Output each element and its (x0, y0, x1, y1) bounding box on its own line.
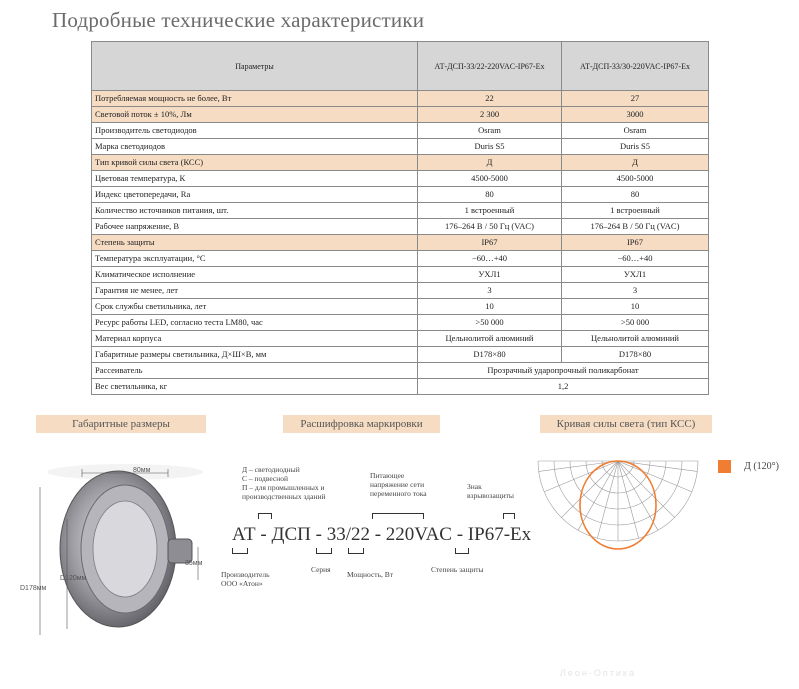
row-param: Рассеиватель (92, 363, 418, 379)
table-row (92, 315, 709, 331)
row-value-b: IP67 (562, 235, 709, 251)
row-value-a: 2 300 (418, 107, 562, 123)
row-param: Габаритные размеры светильника, Д×Ш×В, мм (92, 347, 418, 363)
bracket-series (316, 548, 332, 554)
note-power: Мощность, Вт (347, 570, 394, 579)
table-row (92, 347, 709, 363)
section-marking: Расшифровка маркировки (283, 415, 440, 433)
row-param: Цветовая температура, К (92, 171, 418, 187)
row-param: Степень защиты (92, 235, 418, 251)
bracket-type (258, 513, 272, 519)
marking-power: 33/22 (326, 524, 370, 545)
row-param: Тип кривой силы света (КСС) (92, 155, 418, 171)
table-row (92, 283, 709, 299)
marking-maker: АТ (232, 524, 256, 545)
page-title: Подробные технические характеристики (52, 8, 425, 32)
row-value-a: Osram (418, 123, 562, 139)
row-value-a: 4500-5000 (418, 171, 562, 187)
row-param: Потребляемая мощность не более, Вт (92, 91, 418, 107)
note-protection: Степень защиты (431, 565, 484, 574)
row-param: Температура эксплуатации, °C (92, 251, 418, 267)
row-param: Индекс цветопередачи, Ra (92, 187, 418, 203)
bracket-explosion (503, 513, 515, 519)
table-row (92, 251, 709, 267)
dim-width: 80мм (133, 467, 151, 474)
section-curve: Кривая силы света (тип КСС) (540, 415, 712, 433)
section-dimensions: Габаритные размеры (36, 415, 206, 433)
bracket-protection (455, 548, 469, 554)
note-explosion: Знак взрывозащиты (467, 482, 514, 500)
dim-outer: D178мм (20, 585, 47, 592)
table-body (92, 91, 709, 395)
row-value-a: D178×80 (418, 347, 562, 363)
light-curve-chart (528, 460, 708, 560)
row-value-b: 3000 (562, 107, 709, 123)
marking-code: АТ - ДСП - 33/22 - 220VAC - IP67-Ex (232, 524, 532, 545)
table-row (92, 91, 709, 107)
row-value-b: 4500-5000 (562, 171, 709, 187)
row-param: Климатическое исполнение (92, 267, 418, 283)
row-param: Вес светильника, кг (92, 379, 418, 395)
row-value-b: Osram (562, 123, 709, 139)
note-series: Серия (311, 565, 331, 574)
bracket-voltage (372, 513, 424, 519)
legend-swatch (718, 460, 731, 473)
legend-label: Д (120°) (744, 461, 779, 472)
row-value-a: Duris S5 (418, 139, 562, 155)
row-value-b: Цельнолитой алюминий (562, 331, 709, 347)
row-value-b: 10 (562, 299, 709, 315)
row-value-merged: Прозрачный ударопрочный поликарбонат (418, 363, 709, 379)
row-value-a: 80 (418, 187, 562, 203)
row-param: Рабочее напряжение, В (92, 219, 418, 235)
row-value-a: 10 (418, 299, 562, 315)
table-row (92, 203, 709, 219)
marking-protection: IP67-Ex (467, 524, 532, 545)
table-row (92, 107, 709, 123)
row-param: Ресурс работы LED, согласно теста LM80, час (92, 315, 418, 331)
table-row (92, 123, 709, 139)
table-row (92, 187, 709, 203)
row-value-a: IP67 (418, 235, 562, 251)
row-value-b: −60…+40 (562, 251, 709, 267)
table-row (92, 219, 709, 235)
row-param: Световой поток ± 10%, Лм (92, 107, 418, 123)
row-value-b: 27 (562, 91, 709, 107)
lamp-drawing (0, 447, 215, 647)
row-param: Материал корпуса (92, 331, 418, 347)
row-value-b: >50 000 (562, 315, 709, 331)
table-header-row (92, 42, 709, 91)
row-value-a: 176–264 В / 50 Гц (VAC) (418, 219, 562, 235)
header-params: Параметры (92, 42, 418, 91)
row-param: Гарантия не менее, лет (92, 283, 418, 299)
row-value-a: −60…+40 (418, 251, 562, 267)
table-row (92, 235, 709, 251)
bracket-power (348, 548, 364, 554)
marking-voltage: 220VAC (385, 524, 452, 545)
table-row (92, 155, 709, 171)
row-value-b: 1 встроенный (562, 203, 709, 219)
table-row (92, 331, 709, 347)
row-value-b: 80 (562, 187, 709, 203)
table-row (92, 267, 709, 283)
note-voltage: Питающее напряжение сети переменного тока (370, 471, 427, 498)
row-value-a: 22 (418, 91, 562, 107)
row-value-b: 176–264 В / 50 Гц (VAC) (562, 219, 709, 235)
row-value-a: 1 встроенный (418, 203, 562, 219)
dim-inner: D120мм (60, 575, 87, 582)
row-value-a: Цельнолитой алюминий (418, 331, 562, 347)
header-model-b: АТ-ДСП-33/30-220VAC-IP67-Ex (562, 42, 709, 91)
row-value-a: >50 000 (418, 315, 562, 331)
row-value-a: УХЛ1 (418, 267, 562, 283)
row-value-b: Duris S5 (562, 139, 709, 155)
row-value-a: 3 (418, 283, 562, 299)
row-value-a: Д (418, 155, 562, 171)
dim-height: 35мм (185, 560, 203, 567)
row-value-merged: 1,2 (418, 379, 709, 395)
bracket-maker (232, 548, 248, 554)
row-value-b: Д (562, 155, 709, 171)
table-row-diffuser (92, 363, 709, 379)
row-param: Марка светодиодов (92, 139, 418, 155)
specs-table (91, 41, 709, 395)
note-type: Д – светодиодный С – подвесной П – для промышленных и производственных зданий (242, 465, 326, 501)
marking-type: ДСП (271, 524, 311, 545)
row-param: Количество источников питания, шт. (92, 203, 418, 219)
header-model-a: АТ-ДСП-33/22-220VAC-IP67-Ex (418, 42, 562, 91)
row-param: Производитель светодиодов (92, 123, 418, 139)
row-value-b: 3 (562, 283, 709, 299)
note-maker: Производитель ООО «Атон» (221, 570, 270, 588)
table-row (92, 171, 709, 187)
row-value-b: УХЛ1 (562, 267, 709, 283)
row-value-b: D178×80 (562, 347, 709, 363)
table-row (92, 299, 709, 315)
row-param: Срок службы светильника, лет (92, 299, 418, 315)
watermark: Леон-Оптика (560, 668, 637, 678)
table-row-weight (92, 379, 709, 395)
table-row (92, 139, 709, 155)
